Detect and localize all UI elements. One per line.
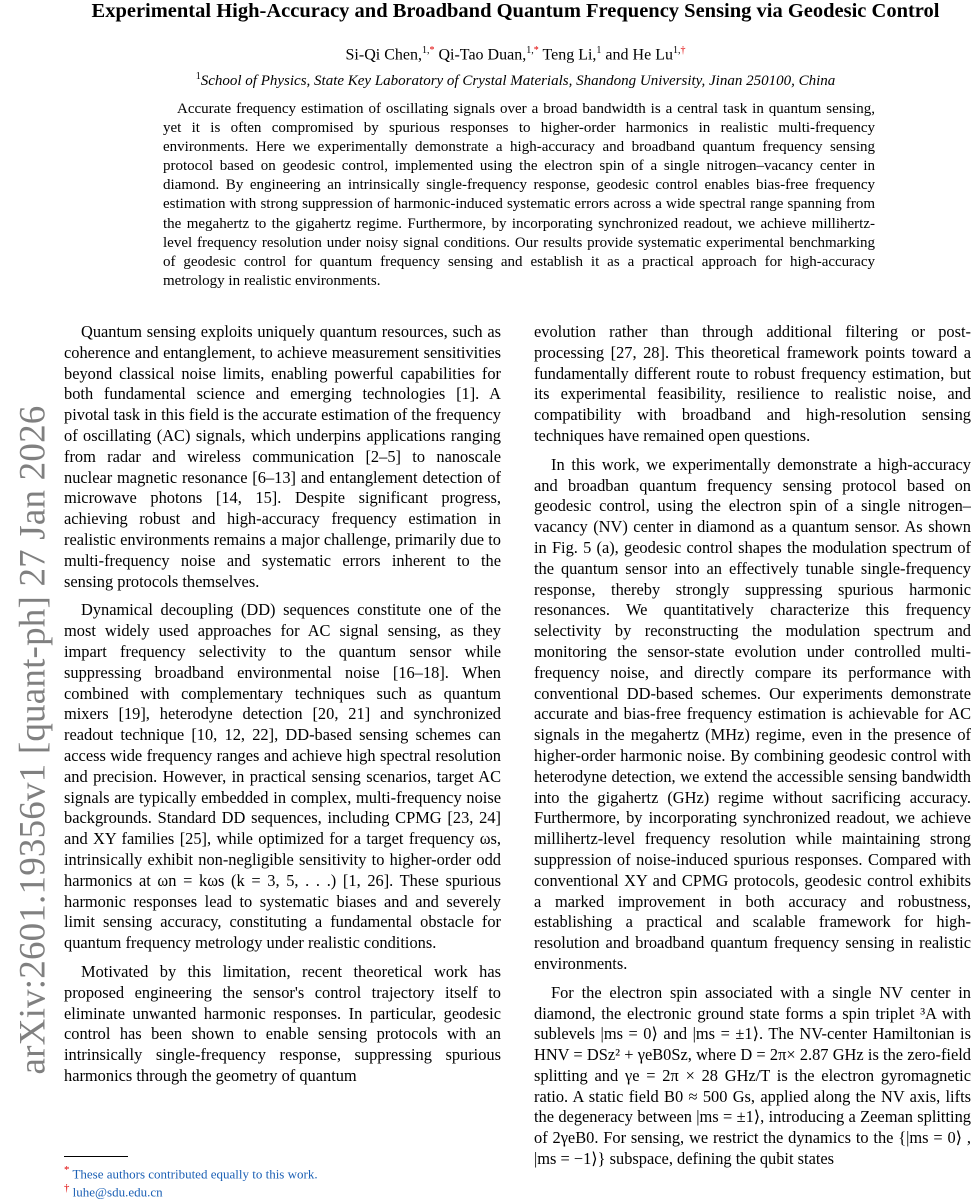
affiliation xyxy=(60,68,971,90)
paper-title: Experimental High-Accuracy and Broadband Quantum Frequency Sensing via Geodesic Control xyxy=(91,0,940,22)
author-and: and xyxy=(605,46,629,64)
author-list xyxy=(60,42,971,64)
affiliation-mark: 1 xyxy=(195,71,201,82)
author-affiliation-mark: 1, xyxy=(672,45,681,56)
affiliation-text: School of Physics, State Key Laboratory of Crystal Materials, Shandong University, Jinan 250100, China xyxy=(200,73,836,89)
footnote-divider xyxy=(64,1156,128,1157)
body-paragraph: For the electron spin associated with a single NV center in diamond, the electronic ground state forms a spin triplet ³A with sublevels |ms = 0⟩ and |ms = ±1⟩. The NV-center Hamiltonian is HNV = DSz² + γeB0Sz, where D = 2π× 2.87 GHz is the zero-field splitting and γe = 2π × 28 GHz/T is the electron gyromagnetic ratio. A static field B0 ≈ 500 Gs, applied along the NV axis, lifts the degeneracy between |ms = ±1⟩, introducing a Zeeman splitting of 2γeB0. For sensing, we restrict the dynamics to the {|ms = 0⟩ , |ms = −1⟩} subspace, defining the qubit states xyxy=(534,982,971,1169)
footnote xyxy=(64,1180,501,1200)
body-paragraph: In this work, we experimentally demonstrate a high-accuracy and broadban quantum frequency sensing protocol based on geodesic control, using the electron spin of a single nitrogen–vacancy (NV) center in diamond as a quantum sensor. As shown in Fig. 5 (a), geodesic control shapes the modulation spectrum of the quantum sensor into an effectively tunable single-frequency response, thereby strongly suppressing spurious harmonic resonances. We quantitatively characterize this frequency selectivity by reconstructing the modulation spectrum and monitoring the sensor-state evolution under controlled multi-frequency noise, and directly compare its performance with conventional DD-based schemes. Our experiments demonstrate accurate and bias-free frequency estimation is achievable for AC signals in the megahertz (MHz) regime, even in the presence of higher-order harmonic noise. By combining geodesic control with heterodyne detection, we extend the accessible sensing bandwidth into the gigahertz (GHz) regime without sacrificing accuracy. Furthermore, by incorporating synchronized readout, we achieve millihertz-level frequency resolution while maintaining strong suppression of noise-induced spurious responses. Compared with conventional XY and CPMG protocols, geodesic control exhibits a marked improvement in both accuracy and robustness, establishing a practical and scalable framework for high-resolution and broadband quantum frequency sensing in realistic environments. xyxy=(534,454,971,973)
author-footnote-mark[interactable]: † xyxy=(680,45,686,56)
author-name: He Lu xyxy=(632,46,673,64)
arxiv-identifier: arXiv:2601.19356v1 [quant-ph] 27 Jan 2026 xyxy=(12,405,54,1075)
author-footnote-mark[interactable]: * xyxy=(533,45,539,56)
email-link[interactable]: luhe@sdu.edu.cn xyxy=(72,1184,163,1200)
author-name: Si-Qi Chen, xyxy=(345,46,422,64)
arxiv-sidebar xyxy=(0,240,60,1200)
author-affiliation-mark: 1, xyxy=(421,45,430,56)
abstract: Accurate frequency estimation of oscillating signals over a broad bandwidth is a central task in quantum sensing, yet it is often compromised by spurious responses to higher-order harmonics in realistic multi-frequency environments. Here we experimentally demonstrate a high-accuracy and broadband quantum frequency sensing protocol based on geodesic control, implemented using the electron spin of a single nitrogen–vacancy center in diamond. By engineering an intrinsically single-frequency response, geodesic control enables bias-free frequency estimation with strong suppression of harmonic-induced systematic errors across a wide spectral range spanning from the megahertz to the gigahertz regime. Furthermore, by incorporating synchronized readout, we achieve millihertz-level frequency resolution under noisy signal conditions. Our results provide systematic experimental benchmarking of geodesic control for quantum frequency sensing and establish it as a practical approach for high-accuracy metrology in realistic environments. xyxy=(163,101,875,289)
footnote-text[interactable]: These authors contributed equally to this work. xyxy=(72,1166,318,1182)
body-paragraph: Dynamical decoupling (DD) sequences constitute one of the most widely used approaches for AC signal sensing, as they impart frequency selectivity to the quantum sensor while suppressing broadband environmental noise [16–18]. When combined with complementary techniques such as quantum mixers [19], heterodyne detection [20, 21] and synchronized readout technique [10, 12, 22], DD-based sensing schemes can access wide frequency ranges and achieve high spectral resolution and precision. However, in practical sensing scenarios, target AC signals are typically embedded in complex, multi-frequency noise backgrounds. Standard DD sequences, including CPMG [23, 24] and XY families [25], while optimized for a target frequency ωs, intrinsically exhibit non-negligible sensitivity to higher-order odd harmonics at ωn = kωs (k = 3, 5, . . .) [1, 26]. These spurious harmonic responses lead to systematic biases and and severely limit sensing accuracy, constituting a fundamental obstacle for quantum frequency metrology under realistic conditions. xyxy=(64,600,501,953)
body-paragraph: Quantum sensing exploits uniquely quantum resources, such as coherence and entanglement, to achieve measurement sensitivities beyond classical noise limits, enabling powerful capabilities for both fundamental science and emerging technologies [1]. A pivotal task in this field is the accurate estimation of the frequency of oscillating (AC) signals, which underpins applications ranging from radar and wireless communication [2–5] to nanoscale nuclear magnetic resonance [6–13] and entanglement detection of microwave photons [14, 15]. Despite significant progress, achieving robust and high-accuracy frequency estimation in realistic environments remains a major challenge, primarily due to multi-frequency noise and systematic errors inherent to the sensing protocols themselves. xyxy=(64,322,501,591)
footnote-mark: † xyxy=(64,1182,70,1194)
author-name: Qi-Tao Duan, xyxy=(438,46,527,64)
author-name: Teng Li, xyxy=(542,46,597,64)
right-column xyxy=(534,322,971,1178)
footnote-mark: * xyxy=(64,1164,70,1176)
body-paragraph: evolution rather than through additional filtering or post-processing [27, 28]. This theoretical framework points toward a fundamentally different route to robust frequency estimation, but its experimental feasibility, resilience to realistic noise, and compatibility with broadband and high-resolution sensing techniques have remained open questions. xyxy=(534,322,971,445)
author-affiliation-mark: 1 xyxy=(596,45,602,56)
body-paragraph: Motivated by this limitation, recent theoretical work has proposed engineering the sensor's control trajectory itself to eliminate unwanted harmonic responses. In particular, geodesic control has been shown to enable sensing protocols with an intrinsically single-frequency response, suppressing spurious harmonics through the geometry of quantum xyxy=(64,961,501,1085)
left-column xyxy=(64,322,501,1095)
author-footnote-mark[interactable]: * xyxy=(429,45,435,56)
author-affiliation-mark: 1, xyxy=(526,45,534,56)
